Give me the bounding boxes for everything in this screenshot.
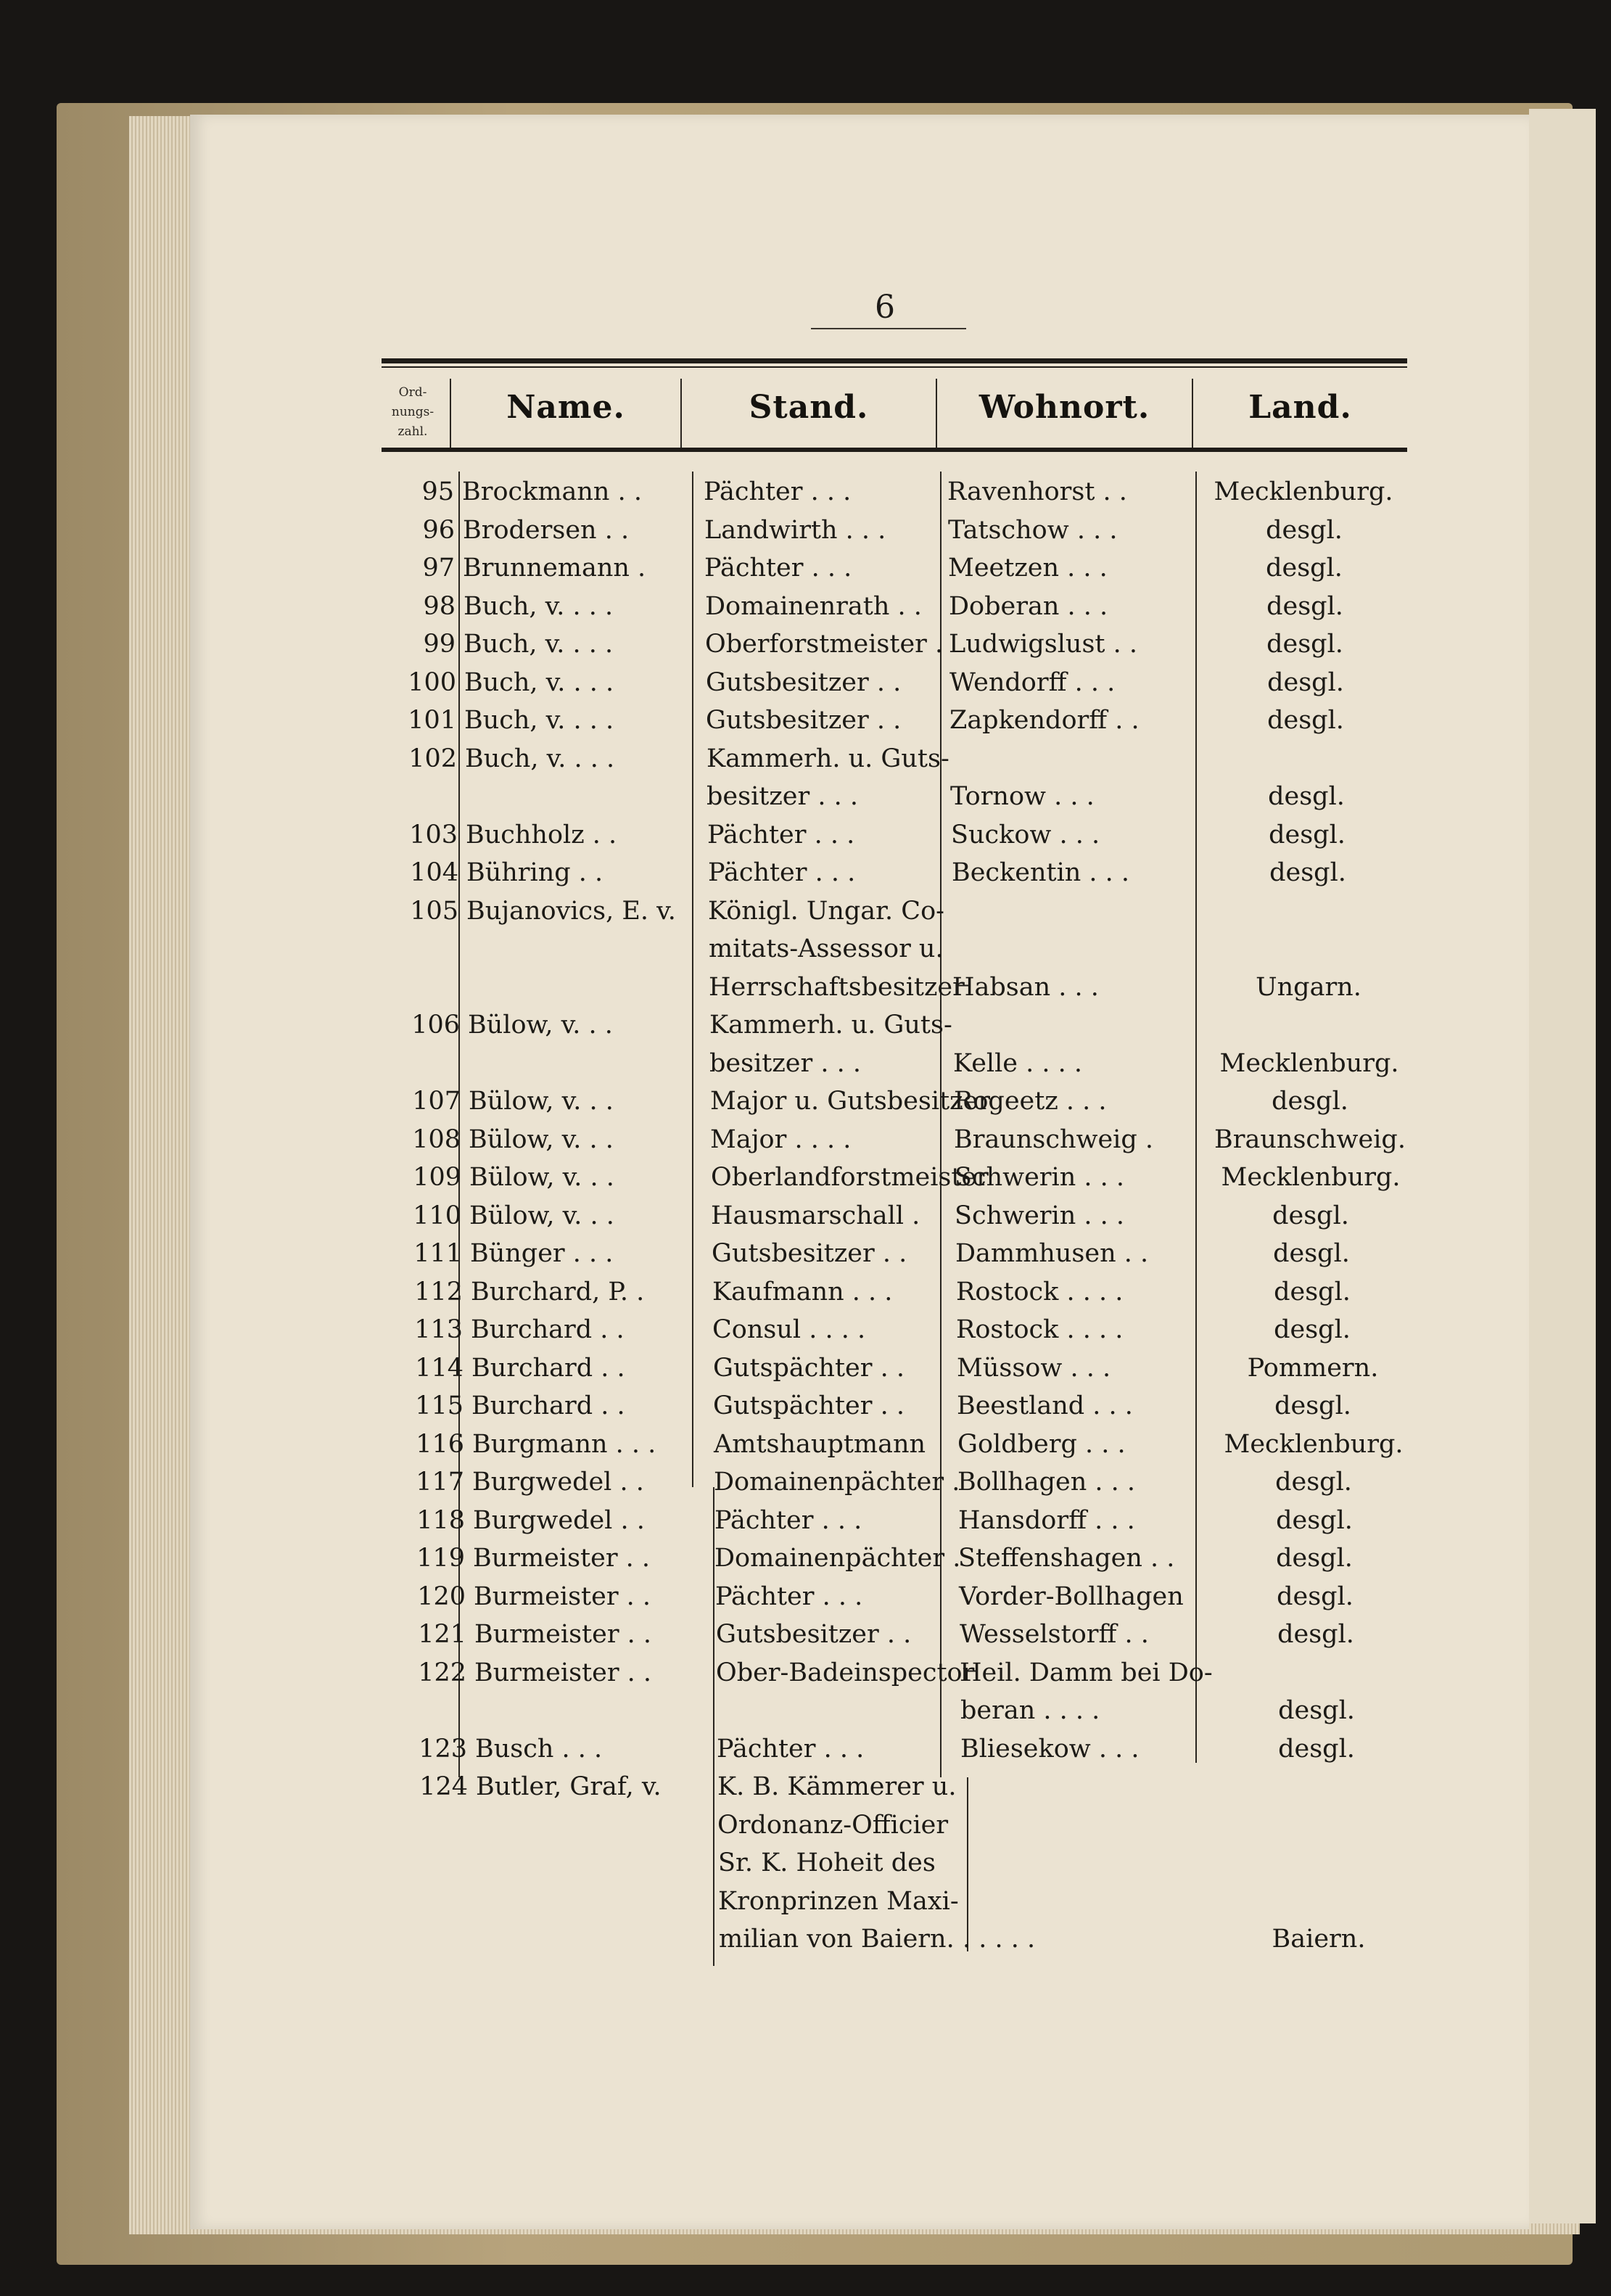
cell-ort: Heil. Damm bei Do- [960,1658,1213,1687]
table-row [6,1045,1602,1082]
header-bottom-rule [382,448,1407,452]
table-row [2,664,1598,701]
table-row [9,1311,1604,1349]
cell-land [1213,1844,1423,1882]
table-row [1,625,1597,663]
cell-stand: Gutsbesitzer . . [706,667,902,697]
cell-num [392,1920,469,1958]
cell-name: Brunnemann . [463,554,646,583]
cell-land [1211,1654,1421,1692]
cell-name [477,1883,691,1920]
cell-num: 118 [416,1505,465,1535]
cell-num: 116 [416,1429,464,1459]
cell-land [1212,1768,1422,1806]
cell-name [475,1692,690,1729]
table-row [3,740,1599,778]
cell-ort: Ludwigslust . . [949,630,1137,659]
cell-num: 109 [413,1163,461,1192]
cell-num [392,1883,469,1920]
table-row [14,1768,1610,1806]
cell-land [1212,1806,1422,1844]
cell-name: Burchard . . [471,1315,625,1344]
cell-num: 104 [410,858,458,887]
cell-stand: Gutsbesitzer . . [706,706,902,735]
cell-ort: Suckow . . . [951,820,1100,849]
cell-name: Buch, v. . . . [464,667,614,697]
table-row [11,1539,1607,1577]
cell-ort: Beestland . . . [957,1391,1133,1420]
cell-name: Buchholz . . [466,820,617,849]
cell-name: Burchard . . [471,1391,625,1420]
cell-ort: Bliesekow . . . [960,1734,1140,1764]
table-row [7,1121,1602,1159]
cell-ort: Schwerin . . . [955,1201,1125,1230]
cell-name [477,1920,692,1958]
cell-stand: Oberforstmeister . [705,630,944,659]
table-row [4,854,1600,892]
table-row [2,701,1598,739]
cell-ort [950,740,1203,778]
cell-num: 119 [416,1544,465,1573]
cell-land: Braunschweig. [1214,1124,1406,1154]
table-row [5,968,1601,1006]
cell-stand: Domainenpächter . [714,1468,960,1497]
cell-num: 107 [412,1087,461,1116]
cell-num [391,1806,468,1844]
cell-name: Burchard . . [471,1353,625,1383]
cell-stand: Sr. K. Hoheit des [718,1848,936,1877]
table-row [15,1920,1611,1958]
cell-name: Brockmann . . [462,477,642,506]
cell-name: Burmeister . . [474,1620,652,1649]
cell-ort [961,1768,1214,1806]
cell-num: 98 [423,591,456,621]
cell-land: Mecklenburg. [1224,1429,1404,1459]
cell-ort [952,930,1205,968]
cell-land: desgl. [1272,1201,1349,1230]
table-row [7,1159,1603,1196]
cell-land: desgl. [1274,1315,1351,1344]
cell-land: desgl. [1276,1505,1353,1535]
cell-num: 113 [414,1315,463,1344]
cell-num: 108 [412,1124,461,1154]
table-row [14,1806,1610,1844]
cell-ort: Rogeetz . . . [954,1087,1107,1116]
table-row [13,1730,1609,1768]
table-row [13,1692,1609,1729]
cell-num: 96 [422,515,455,545]
cell-num: 120 [417,1581,466,1611]
cell-stand: Pächter . . . [717,1734,865,1764]
cell-stand: Kammerh. u. Guts- [709,1011,952,1040]
header-top-thin-rule [382,366,1407,368]
cell-land: desgl. [1272,1087,1348,1116]
cell-land: desgl. [1266,630,1343,659]
cell-stand: Herrschaftsbesitzer [709,972,965,1002]
cell-num: 124 [419,1772,468,1801]
cell-land [1203,930,1414,968]
cell-name: Bülow, v. . . [469,1163,614,1192]
cell-name: Buch, v. . . . [463,630,614,659]
cell-land [1204,1006,1414,1044]
cell-ort: Tornow . . . [950,782,1095,811]
cell-name: Burgmann . . . [472,1429,656,1459]
cell-num: 111 [413,1239,462,1268]
cell-stand: Pächter . . . [704,554,852,583]
cell-land: desgl. [1266,515,1343,545]
cell-ort: Meetzen . . . [948,554,1108,583]
cell-stand: Königl. Ungar. Co- [708,896,944,926]
cell-ort: Dammhusen . . [955,1239,1149,1268]
cell-ort: Schwerin . . . [955,1163,1125,1192]
page-number-rule [811,328,966,329]
cell-stand: Pächter . . . [704,477,852,506]
header-number: Ord- nungs- zahl. [391,385,434,439]
cell-stand: Landwirth . . . [704,515,886,545]
cell-stand: besitzer . . . [706,782,858,811]
cell-ort: beran . . . . [960,1696,1100,1725]
cell-ort: Ravenhorst . . [947,477,1127,506]
cell-stand: besitzer . . . [709,1048,861,1078]
cell-ort: Rostock . . . . [956,1277,1124,1307]
cell-stand: Kammerh. u. Guts- [706,744,949,773]
header-land: Land. [1248,389,1352,426]
cell-name: Burmeister . . [474,1658,652,1687]
header-wohnort: Wohnort. [978,389,1150,426]
cell-ort: Habsan . . . [952,972,1099,1002]
cell-num [382,930,459,968]
cell-stand: K. B. Kämmerer u. [717,1772,957,1801]
cell-land: desgl. [1274,1391,1351,1420]
cell-name: Bünger . . . [470,1239,614,1268]
table-row [1,511,1596,549]
cell-stand: Pächter . . . [707,820,855,849]
table-row [4,892,1600,930]
cell-name [468,1045,683,1082]
cell-name: Butler, Graf, v. [476,1772,662,1801]
table-row [3,778,1599,815]
cell-num [380,778,457,815]
cell-land: Baiern. [1272,1925,1366,1954]
cell-land: desgl. [1267,667,1344,697]
cell-name [467,968,682,1006]
cell-land: Ungarn. [1256,972,1361,1002]
cell-stand: Hausmarschall . [711,1201,920,1230]
table-row [0,473,1596,511]
cell-ort [952,892,1204,930]
table-row [7,1197,1603,1235]
cell-name [476,1806,691,1844]
cell-ort: Vorder-Bollhagen [959,1581,1184,1611]
cell-land: desgl. [1268,782,1345,811]
cell-land: desgl. [1269,858,1346,887]
table-row [12,1654,1608,1692]
cell-land: desgl. [1266,591,1343,621]
cell-land: Mecklenburg. [1221,1163,1401,1192]
cell-land: desgl. [1277,1620,1354,1649]
cell-num: 102 [408,744,457,773]
cell-num: 115 [415,1391,463,1420]
table-row [7,1082,1602,1120]
cell-name: Brodersen . . [463,515,630,545]
cell-land [1201,740,1412,778]
cell-name: Buch, v. . . . [464,706,614,735]
cell-name: Bühring . . [466,858,603,887]
cell-land [1213,1883,1423,1920]
cell-land: desgl. [1266,554,1343,583]
cell-stand: Ober-Badeinspector [716,1658,975,1687]
table-row [11,1502,1607,1539]
cell-stand: Oberlandforstmeister [711,1163,989,1192]
cell-stand: Domainenrath . . [705,591,922,621]
cell-stand: mitats-Assessor u. [709,934,944,963]
cell-ort: . . . . . [963,1925,1036,1954]
cell-num: 117 [416,1468,464,1497]
cell-name [467,930,682,968]
table-row [9,1349,1605,1387]
cell-num: 105 [410,896,458,926]
cell-ort: Tatschow . . . [948,515,1118,545]
cell-num: 123 [419,1734,467,1764]
cell-land [1203,892,1413,930]
cell-land: desgl. [1275,1468,1352,1497]
cell-num [382,968,459,1006]
cell-num: 97 [422,554,455,583]
cell-land: desgl. [1277,1581,1354,1611]
cell-name: Bujanovics, E. v. [466,896,676,926]
table-row [4,816,1599,854]
cell-land: desgl. [1278,1734,1355,1764]
cell-name: Bülow, v. . . [469,1124,614,1154]
cell-ort: Beckentin . . . [952,858,1130,887]
cell-ort: Hansdorff . . . [958,1505,1135,1535]
cell-name: Bülow, v. . . [469,1087,614,1116]
cell-num [390,1692,467,1729]
cell-ort [962,1883,1214,1920]
table-row [15,1883,1610,1920]
cell-name: Buch, v. . . . [465,744,615,773]
cell-ort: Steffenshagen . . [958,1544,1175,1573]
cell-stand: Pächter . . . [715,1581,863,1611]
header-stand: Stand. [749,389,869,426]
cell-ort: Kelle . . . . [953,1048,1083,1078]
table-row [9,1273,1604,1311]
cell-ort [953,1006,1206,1044]
cell-num: 103 [409,820,458,849]
cell-stand: Gutsbesitzer . . [712,1239,907,1268]
header-top-rule [382,358,1407,363]
cell-name: Buch, v. . . . [463,591,614,621]
cell-ort: Wesselstorff . . [960,1620,1149,1649]
cell-ort [962,1844,1214,1882]
cell-stand: Gutspächter . . [713,1391,905,1420]
cell-name: Busch . . . [475,1734,603,1764]
cell-land: desgl. [1276,1544,1353,1573]
cell-name: Burmeister . . [474,1581,651,1611]
cell-ort: Wendorff . . . [949,667,1116,697]
cell-num: 101 [408,706,456,735]
cell-land: desgl. [1278,1696,1355,1725]
cell-name [465,778,680,815]
cell-stand: Pächter . . . [714,1505,862,1535]
cell-land: desgl. [1274,1277,1351,1307]
cell-ort [961,1806,1214,1844]
cell-stand: Major . . . . [710,1124,852,1154]
cell-num: 114 [415,1353,463,1383]
table-row [10,1463,1606,1501]
cell-name: Burmeister . . [473,1544,651,1573]
cell-stand: Gutspächter . . [713,1353,905,1383]
cell-num: 122 [418,1658,466,1687]
cell-ort: Goldberg . . . [957,1429,1126,1459]
table-row [12,1578,1607,1616]
cell-ort: Müssow . . . [957,1353,1111,1383]
table-row [6,1006,1602,1044]
cell-ort: Doberan . . . [949,591,1108,621]
cell-num: 121 [418,1620,466,1649]
table-row [1,549,1596,587]
cell-land: Pommern. [1247,1353,1379,1383]
table-row [1,588,1597,625]
table-row [12,1616,1608,1653]
cell-ort: Zapkendorff . . [949,706,1140,735]
table-row [9,1387,1605,1425]
table-row [15,1844,1610,1882]
cell-stand: Consul . . . . [712,1315,866,1344]
cell-stand: Ordonanz-Officier [717,1810,949,1840]
table-row [8,1235,1604,1272]
header-name: Name. [506,389,625,426]
cell-name: Burchard, P. . [471,1277,645,1307]
cell-ort: Bollhagen . . . [957,1468,1135,1497]
table-row [5,930,1601,968]
cell-name [477,1844,691,1882]
cell-ort: Rostock . . . . [956,1315,1124,1344]
cell-land: desgl. [1273,1239,1350,1268]
cell-num [392,1844,469,1882]
cell-stand: Domainenpächter . [714,1544,961,1573]
cell-num: 110 [413,1201,461,1230]
cell-num: 112 [414,1277,463,1307]
cell-num: 95 [421,477,454,506]
cell-stand: Amtshauptmann [714,1429,926,1459]
cell-land: Mecklenburg. [1219,1048,1399,1078]
cell-stand: Kronprinzen Maxi- [718,1886,959,1916]
table-row [10,1425,1606,1463]
cell-name: Burgwedel . . [472,1468,644,1497]
cell-stand: Pächter . . . [708,858,856,887]
page-number: 6 [875,289,895,326]
cell-stand [717,1692,950,1729]
cell-name: Burgwedel . . [473,1505,645,1535]
cell-stand: Kaufmann . . . [712,1277,893,1307]
cell-num: 100 [408,667,456,697]
cell-name: Bülow, v. . . [468,1011,613,1040]
cell-stand: Gutsbesitzer . . [716,1620,912,1649]
cell-num: 99 [423,630,456,659]
cell-land: desgl. [1269,820,1346,849]
cell-stand: milian von Baiern. [719,1925,955,1954]
cell-land: desgl. [1267,706,1344,735]
cell-num: 106 [411,1011,460,1040]
cell-stand: Major u. Gutsbesitzer [710,1087,991,1116]
cell-name: Bülow, v. . . [469,1201,614,1230]
cell-num [383,1045,460,1082]
cell-ort: Braunschweig . [954,1124,1154,1154]
cell-land: Mecklenburg. [1214,477,1393,506]
